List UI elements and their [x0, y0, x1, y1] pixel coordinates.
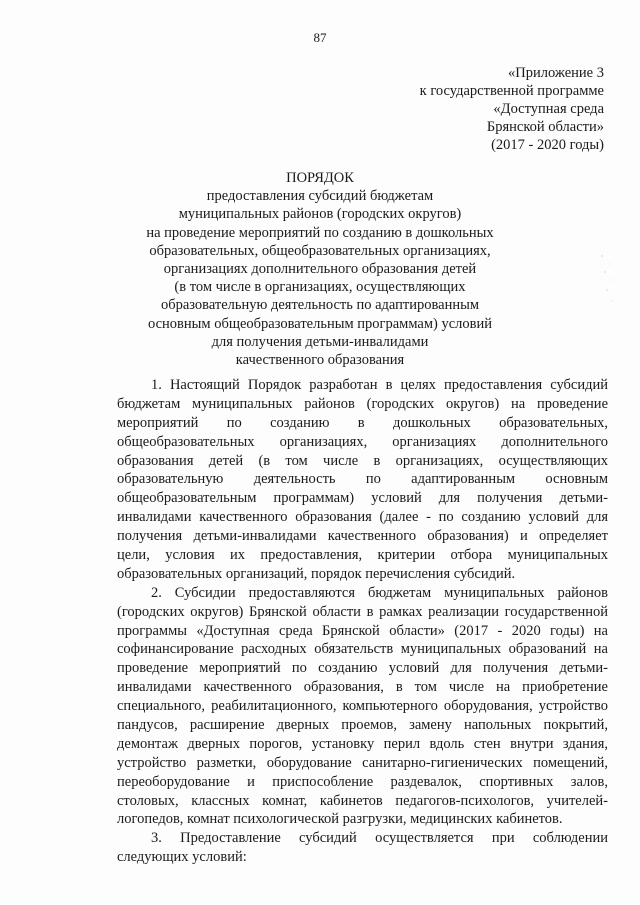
- paragraph-line: переоборудование и приспособление раздевалок, спортивных залов,: [117, 773, 608, 790]
- appendix-line: к государственной программе: [419, 83, 604, 99]
- paragraph-line: образовательных организаций, порядок перечисления субсидий.: [117, 565, 516, 582]
- subtitle-line: образовательную деятельность по адаптированным: [160, 297, 480, 314]
- paragraph-line: получения детьми-инвалидами качественного образования) и определяет: [117, 528, 608, 545]
- document-body: [117, 376, 608, 867]
- paragraph-line: образования детей (в том числе в организациях, осуществляющих: [117, 452, 608, 469]
- subtitle-line: образовательных, общеобразовательных организациях,: [149, 242, 491, 259]
- appendix-line: «Доступная среда: [493, 101, 604, 117]
- paragraph-line: специального, реабилитационного, компьютерного оборудования, устройство: [117, 698, 608, 715]
- paragraph-line: цели, условия их предоставления, критерии отбора муниципальных: [117, 547, 608, 564]
- paragraph-line: (городских округов) Брянской области в рамках реализации государственной: [117, 603, 608, 620]
- paragraph-line: логопедов, комнат психологической разгрузки, медицинских кабинетов.: [117, 811, 563, 828]
- paragraph-line: софинансирование расходных обязательств муниципальных образований на: [117, 641, 608, 658]
- paragraph-line: устройство разметки, оборудование санитарно-гигиенических помещений,: [117, 754, 608, 771]
- paragraph-line: общеобразовательным программам) условий для получения детьми-: [117, 490, 608, 507]
- appendix-reference: [304, 64, 604, 154]
- paragraph-line: демонтаж дверных порогов, установку перил вдоль стен внутри здания,: [117, 735, 608, 752]
- subtitle-line: организациях дополнительного образования детей: [163, 261, 477, 278]
- paragraph-line: образовательную деятельность по адаптированным основным: [117, 471, 608, 488]
- subtitle-line: (в том числе в организациях, осуществляющих: [174, 279, 466, 296]
- paragraph-2: [117, 584, 608, 830]
- subtitle-line: качественного образования: [235, 352, 405, 369]
- paragraph-line: 1. Настоящий Порядок разработан в целях предоставления субсидий: [151, 377, 608, 393]
- subtitle-line: на проведение мероприятий по созданию в дошкольных: [146, 224, 494, 241]
- appendix-line: Брянской области»: [486, 119, 604, 135]
- subtitle-line: предоставления субсидий бюджетам: [206, 188, 434, 205]
- paragraph-line: инвалидами качественного образования, в том числе на приобретение: [117, 679, 608, 696]
- paragraph-line: общеобразовательных организациях, организациях дополнительного: [117, 433, 608, 450]
- paragraph-line: 3. Предоставление субсидий осуществляется при соблюдении: [151, 830, 608, 847]
- subtitle-line: для получения детьми-инвалидами: [211, 333, 429, 350]
- subtitle-line: муниципальных районов (городских округов): [178, 206, 462, 223]
- paragraph-line: бюджетам муниципальных районов (городских округов) на проведение: [117, 395, 608, 412]
- scan-noise-specks: [598, 250, 618, 310]
- document-title: ПОРЯДОК: [286, 170, 354, 186]
- paragraph-1: [117, 376, 608, 584]
- paragraph-line: 2. Субсидии предоставляются бюджетам муниципальных районов: [151, 584, 608, 601]
- paragraph-3: [117, 829, 608, 867]
- paragraph-line: программы «Доступная среда Брянской области» (2017 - 2020 годы) на: [117, 622, 608, 639]
- paragraph-line: пандусов, расширение дверных проемов, замену напольных покрытий,: [117, 717, 608, 734]
- subtitle-line: основным общеобразовательным программам) условий: [147, 315, 493, 332]
- paragraph-line: столовых, классных комнат, кабинетов педагогов-психологов, учителей-: [117, 792, 608, 809]
- appendix-line: «Приложение 3: [508, 65, 604, 81]
- appendix-line: (2017 - 2020 годы): [491, 137, 604, 153]
- paragraph-line: следующих условий:: [117, 849, 247, 866]
- paragraph-line: инвалидами качественного образования (далее - по созданию условий для: [117, 509, 608, 526]
- document-heading: [0, 169, 640, 369]
- paragraph-line: мероприятий по созданию в дошкольных образовательных,: [117, 414, 608, 431]
- paragraph-line: проведение мероприятий по созданию условий для получения детьми-: [117, 660, 608, 677]
- page-number: 87: [313, 30, 327, 45]
